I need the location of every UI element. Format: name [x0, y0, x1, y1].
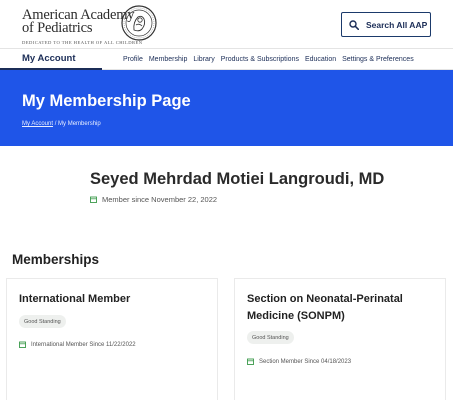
logo-line-1: American Academy [22, 7, 135, 23]
nav-link-education[interactable]: Education [304, 56, 337, 63]
membership-card-sonpm[interactable] [234, 278, 446, 400]
member-since-text: Member since November 22, 2022 [102, 195, 218, 204]
membership-since-text: Section Member Since 04/18/2023 [259, 358, 352, 365]
nav-link-settings-preferences[interactable]: Settings & Preferences [342, 56, 414, 63]
membership-card-title-line: International Member [19, 293, 131, 305]
aap-seal-icon [121, 5, 157, 41]
membership-detail-row [19, 341, 136, 348]
calendar-icon [19, 341, 26, 348]
account-nav [0, 48, 453, 70]
search-icon [349, 20, 359, 30]
nav-link-profile[interactable]: Profile [123, 56, 143, 63]
logo-line-2: of Pediatrics [22, 20, 93, 36]
search-button-label: Search All AAP [366, 19, 428, 30]
nav-links [123, 56, 414, 63]
nav-link-library[interactable]: Library [193, 56, 215, 63]
membership-card-title [19, 291, 130, 308]
status-badge: Good Standing [247, 331, 294, 344]
breadcrumb [22, 121, 101, 127]
member-name: Seyed Mehrdad Motiei Langroudi, MD [90, 170, 385, 188]
member-since-row [90, 195, 217, 204]
site-header [0, 0, 453, 46]
membership-card-title-line-1: Section on Neonatal-Perinatal [247, 293, 403, 305]
membership-since-text: International Member Since 11/22/2022 [31, 341, 136, 348]
nav-link-products-subscriptions[interactable]: Products & Subscriptions [220, 56, 299, 63]
membership-detail-row [247, 358, 351, 365]
membership-card-title [247, 291, 403, 325]
logo-tagline: DEDICATED TO THE HEALTH OF ALL CHILDREN [22, 40, 143, 45]
status-badge: Good Standing [19, 315, 66, 328]
calendar-icon [247, 358, 254, 365]
membership-card-international[interactable] [6, 278, 218, 400]
membership-card-title-line-2: Medicine (SONPM) [247, 310, 345, 322]
nav-my-account-title[interactable]: My Account [22, 53, 76, 64]
breadcrumb-separator: / [54, 121, 57, 127]
page-banner [0, 70, 453, 146]
calendar-icon [90, 196, 97, 203]
breadcrumb-current: My Membership [58, 121, 101, 127]
nav-link-membership[interactable]: Membership [148, 56, 188, 63]
search-all-aap-button[interactable] [341, 12, 431, 37]
page-title: My Membership Page [22, 92, 191, 110]
breadcrumb-my-account-link[interactable]: My Account [22, 121, 54, 127]
aap-logo[interactable] [22, 9, 134, 35]
memberships-heading: Memberships [12, 252, 100, 267]
